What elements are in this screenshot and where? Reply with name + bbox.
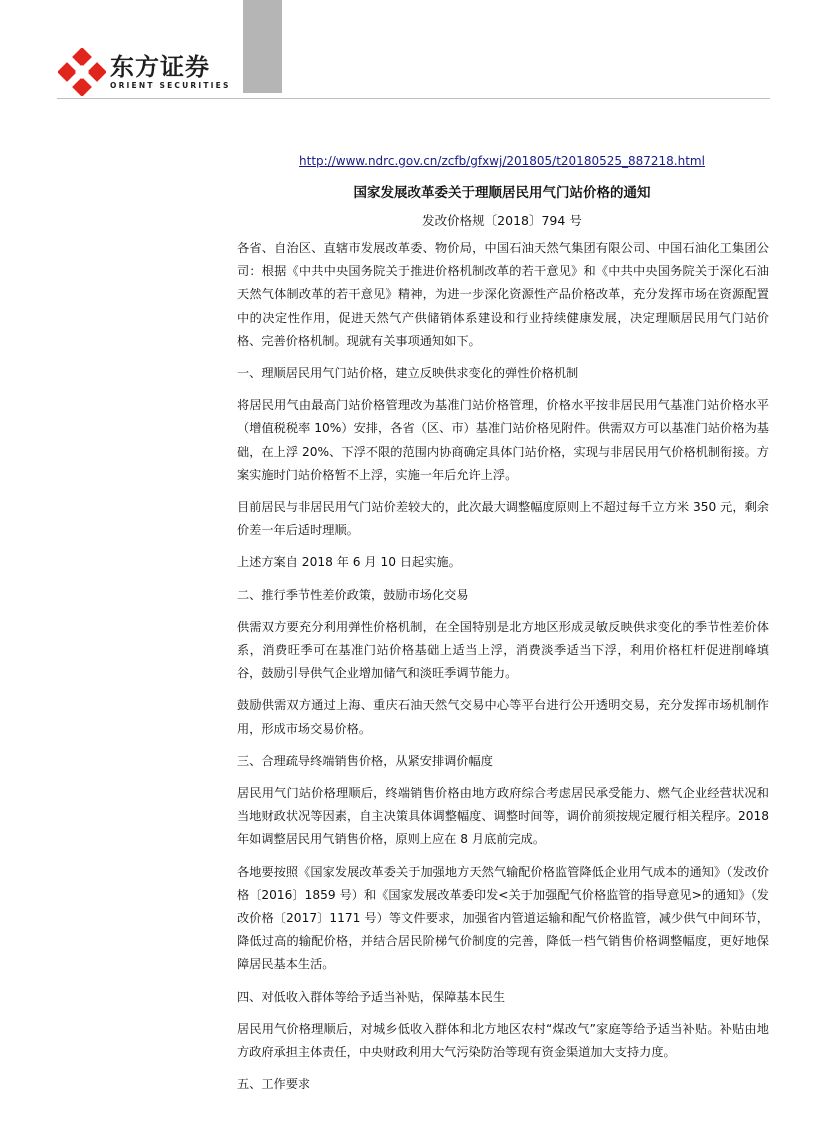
intro-paragraph: 各省、自治区、直辖市发展改革委、物价局，中国石油天然气集团有限公司、中国石油化工集团公司：根据《中共中央国务院关于推进价格机制改革的若干意见》和《中共中央国务院关于深化石油天然气体制改革的若干意见》精神，为进一步深化资源性产品价格改革，充分发挥市场在资源配置中的决定性作用，促进天然气产供储销体系建设和行业持续健康发展，决定理顺居民用气门站价格、完善价格机制。现就有关事项通知如下。 bbox=[237, 241, 769, 348]
section-heading-4: 四、对低收入群体等给予适当补贴，保障基本民生 bbox=[237, 989, 506, 1004]
body-paragraph: 鼓励供需双方通过上海、重庆石油天然气交易中心等平台进行公开透明交易，充分发挥市场机制作用，形成市场交易价格。 bbox=[237, 698, 769, 736]
logo-text bbox=[110, 54, 231, 91]
body-paragraph: 上述方案自 2018 年 6 月 10 日起实施。 bbox=[237, 555, 461, 570]
body-paragraph: 居民用气门站价格理顺后，终端销售价格由地方政府综合考虑居民承受能力、燃气企业经营状况和当地财政状况等因素，自主决策具体调整幅度、调整时间等，调价前须按规定履行相关程序。2018 年如调整居民用气销售价格，原则上应在 8 月底前完成。 bbox=[237, 786, 769, 847]
company-logo bbox=[58, 48, 231, 96]
header-divider bbox=[57, 98, 770, 99]
body-paragraph: 目前居民与非居民用气门站价差较大的，此次最大调整幅度原则上不超过每千立方米 350 元，剩余价差一年后适时理顺。 bbox=[237, 500, 769, 538]
document-body bbox=[237, 237, 769, 1106]
section-heading-2: 二、推行季节性差价政策，鼓励市场化交易 bbox=[237, 587, 469, 602]
section-heading-1: 一、理顺居民用气门站价格，建立反映供求变化的弹性价格机制 bbox=[237, 366, 579, 381]
body-paragraph: 居民用气价格理顺后，对城乡低收入群体和北方地区农村“煤改气”家庭等给予适当补贴。补贴由地方政府承担主体责任，中央财政利用大气污染防治等现有资金渠道加大支持力度。 bbox=[237, 1021, 769, 1060]
document-number: 发改价格规〔2018〕794 号 bbox=[422, 213, 582, 228]
source-url-link[interactable]: http://www.ndrc.gov.cn/zcfb/gfxwj/201805/t20180525_887218.html bbox=[299, 154, 705, 168]
document-title: 国家发展改革委关于理顺居民用气门站价格的通知 bbox=[353, 185, 651, 201]
body-paragraph: 供需双方要充分利用弹性价格机制，在全国特别是北方地区形成灵敏反映供求变化的季节性差价体系，消费旺季可在基准门站价格基础上适当上浮，消费淡季适当下浮，利用价格杠杆促进削峰填谷，鼓励引导供气企业增加储气和淡旺季调节能力。 bbox=[237, 619, 769, 681]
body-paragraph: 各地要按照《国家发展改革委关于加强地方天然气输配价格监管降低企业用气成本的通知》（发改价格〔2016〕1859 号）和《国家发展改革委印发<关于加强配气价格监管的指导意见>的通知》（发改价格〔2017〕1171 号）等文件要求，加强省内管道运输和配气价格监管，减少供气中间环节，降低过高的输配价格，并结合居民阶梯气价制度的完善，降低一档气销售价格调整幅度，更好地保障居民基本生活。 bbox=[237, 864, 769, 972]
section-heading-5: 五、工作要求 bbox=[237, 1077, 311, 1092]
logo-english-name: ORIENT SECURITIES bbox=[110, 80, 231, 90]
logo-chinese-name: 东方证券 bbox=[110, 52, 210, 81]
body-paragraph: 将居民用气由最高门站价格管理改为基准门站价格管理，价格水平按非居民用气基准门站价格水平（增值税税率 10%）安排，各省（区、市）基准门站价格见附件。供需双方可以基准门站价格为基础，在上浮 20%、下浮不限的范围内协商确定具体门站价格，实现与非居民用气价格机制衔接。方案实施时门站价格暂不上浮，实施一年后允许上浮。 bbox=[237, 398, 769, 482]
orient-logo-icon bbox=[58, 48, 106, 96]
header-gray-bar bbox=[243, 0, 282, 93]
section-heading-3: 三、合理疏导终端销售价格，从紧安排调价幅度 bbox=[237, 753, 493, 768]
